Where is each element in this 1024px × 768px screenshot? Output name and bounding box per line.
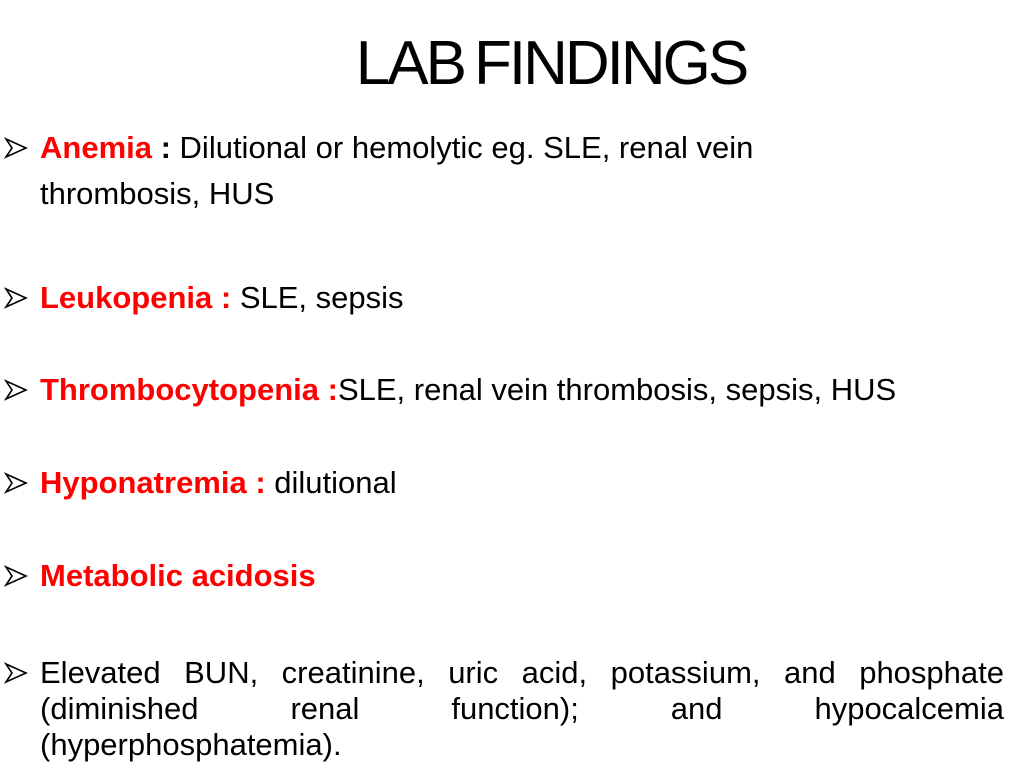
bullet-term: Leukopenia :	[40, 280, 240, 315]
bullet-text-line-2: thrombosis, HUS	[40, 176, 275, 211]
arrow-bullet-icon	[4, 460, 32, 506]
slide-title	[0, 28, 1024, 100]
slide-title-word-1: LAB	[355, 29, 464, 98]
bullet-separator: :	[151, 130, 180, 165]
bullet-text: SLE, sepsis	[239, 280, 404, 315]
bullet-term: Metabolic acidosis	[40, 558, 316, 593]
bullet-hyponatremia	[4, 460, 1004, 506]
bullet-leukopenia	[4, 275, 1004, 321]
bullet-text-line-1: Elevated BUN, creatinine, uric acid, potassium, and phosphate	[40, 655, 1004, 690]
bullet-anemia	[4, 125, 1004, 217]
bullet-metabolic-acidosis	[4, 553, 1004, 599]
arrow-bullet-icon	[4, 125, 32, 171]
bullet-elevated-bun	[4, 655, 1004, 763]
bullet-term: Thrombocytopenia :	[40, 372, 338, 407]
bullet-text: dilutional	[274, 465, 397, 500]
bullet-text-line-2: (diminished renal function); and hypocalcemia	[40, 691, 1004, 726]
bullet-text-line-1: Dilutional or hemolytic eg. SLE, renal vein	[179, 130, 754, 165]
arrow-bullet-icon	[4, 553, 32, 599]
arrow-bullet-icon	[4, 655, 32, 691]
bullet-term: Hyponatremia :	[40, 465, 275, 500]
bullet-text-line-3: (hyperphosphatemia).	[40, 727, 342, 762]
slide-title-word-2: FINDINGS	[473, 29, 747, 98]
bullet-thrombocytopenia	[4, 367, 1004, 413]
arrow-bullet-icon	[4, 275, 32, 321]
bullet-term: Anemia	[40, 130, 152, 165]
bullet-text: SLE, renal vein thrombosis, sepsis, HUS	[337, 372, 897, 407]
arrow-bullet-icon	[4, 367, 32, 413]
